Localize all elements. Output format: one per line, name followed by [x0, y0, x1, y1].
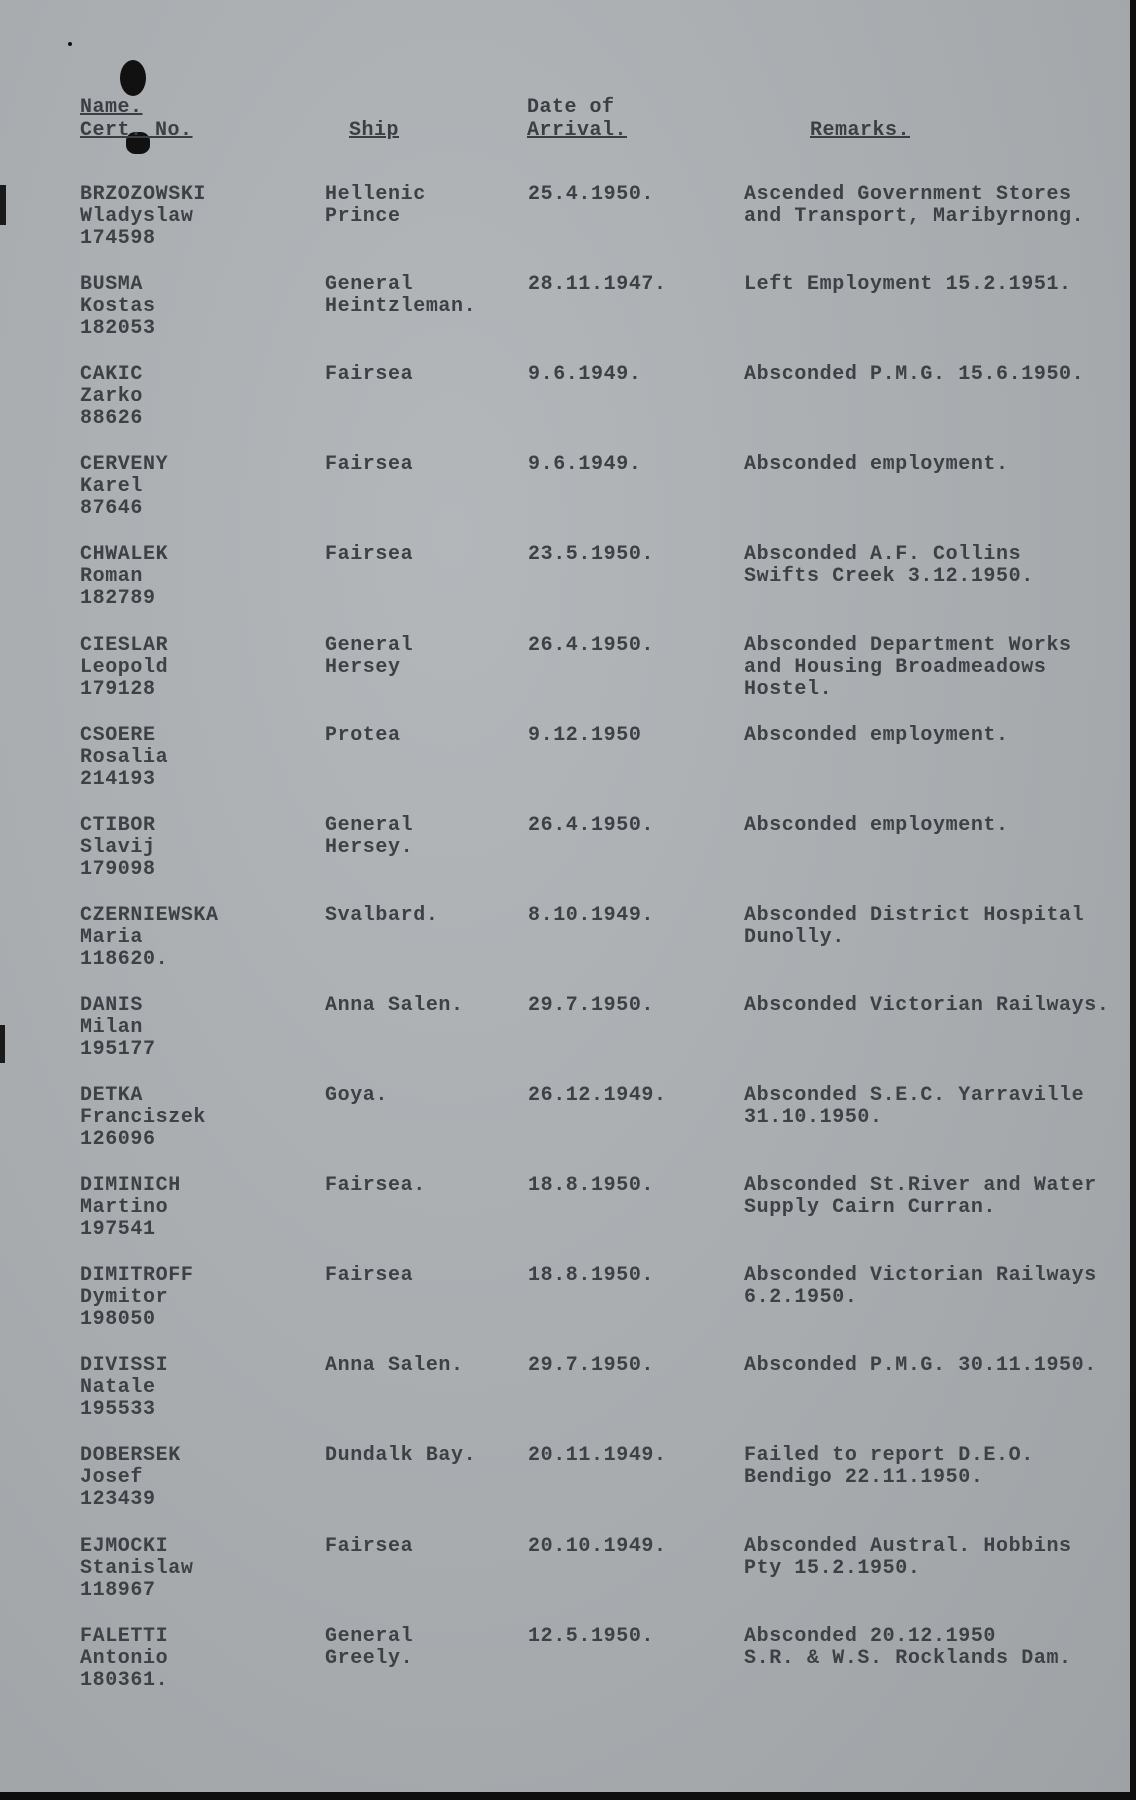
given-name: Slavij [80, 836, 156, 859]
remark-line: Absconded P.M.G. 15.6.1950. [744, 363, 1085, 386]
ship-name: General [325, 634, 414, 657]
remarks-cell [744, 815, 1009, 837]
arrival-date: 29.7.1950. [528, 994, 655, 1017]
surname: DIVISSI [80, 1354, 169, 1377]
list-item [0, 995, 1130, 1083]
arrival-date: 20.10.1949. [528, 1535, 667, 1558]
person-cell [80, 905, 219, 971]
ship-name: General [325, 1625, 414, 1648]
remarks-cell [744, 635, 1072, 701]
arrival-date-cell [528, 635, 654, 657]
arrival-date: 9.6.1949. [528, 453, 642, 476]
remarks-cell [744, 1175, 1097, 1219]
ship-name: Fairsea [325, 453, 414, 476]
remarks-cell [744, 995, 1109, 1017]
ship-name: Fairsea [325, 543, 414, 566]
arrival-date: 26.4.1950. [528, 634, 655, 657]
remark-line: Left Employment 15.2.1951. [744, 273, 1072, 296]
surname: DETKA [80, 1084, 144, 1107]
person-cell [80, 1085, 206, 1151]
ship-cell [325, 544, 413, 566]
surname: CSOERE [80, 724, 156, 747]
ship-name: Fairsea [325, 1264, 414, 1287]
remark-line: Failed to report D.E.O. [744, 1444, 1034, 1467]
ship-cell [325, 1626, 413, 1670]
cert-number: 198050 [80, 1308, 156, 1331]
cert-number: 195533 [80, 1398, 156, 1421]
remarks-cell [744, 184, 1084, 228]
arrival-date: 23.5.1950. [528, 543, 655, 566]
arrival-date: 29.7.1950. [528, 1354, 655, 1377]
surname: DANIS [80, 994, 144, 1017]
list-item [0, 635, 1130, 723]
remarks-cell [744, 544, 1034, 588]
remark-line: Pty 15.2.1950. [744, 1557, 921, 1580]
arrival-date: 18.8.1950. [528, 1174, 655, 1197]
arrival-date-cell [528, 815, 654, 837]
remarks-cell [744, 1085, 1084, 1129]
remark-line: S.R. & W.S. Rocklands Dam. [744, 1647, 1072, 1670]
given-name: Kostas [80, 295, 156, 318]
given-name: Wladyslaw [80, 205, 194, 228]
given-name: Antonio [80, 1647, 169, 1670]
header-name: Name. [80, 96, 143, 119]
remark-line: Absconded District Hospital [744, 904, 1085, 927]
remark-line: Hostel. [744, 678, 833, 701]
arrival-date-cell [528, 1445, 667, 1467]
remark-line: Dunolly. [744, 926, 845, 949]
arrival-date: 9.12.1950 [528, 724, 642, 747]
list-item [0, 1175, 1130, 1263]
remarks-cell [744, 905, 1084, 949]
list-item [0, 1626, 1130, 1714]
list-item [0, 544, 1130, 632]
given-name: Josef [80, 1466, 144, 1489]
list-item [0, 725, 1130, 813]
ship-name: General [325, 273, 414, 296]
remark-line: and Transport, Maribyrnong. [744, 205, 1085, 228]
arrival-date-cell [528, 995, 654, 1017]
header-ship: Ship [349, 119, 400, 142]
remark-line: Absconded employment. [744, 453, 1009, 476]
list-item [0, 364, 1130, 452]
list-item [0, 815, 1130, 903]
ship-name: Greely. [325, 1647, 414, 1670]
cert-number: 180361. [80, 1669, 169, 1692]
person-cell [80, 1626, 168, 1692]
given-name: Zarko [80, 385, 144, 408]
remark-line: and Housing Broadmeadows [744, 656, 1047, 679]
surname: CERVENY [80, 453, 169, 476]
header-remarks: Remarks. [810, 119, 911, 142]
remark-line: Swifts Creek 3.12.1950. [744, 565, 1034, 588]
remark-line: Absconded Austral. Hobbins [744, 1535, 1072, 1558]
surname: CIESLAR [80, 634, 169, 657]
given-name: Leopold [80, 656, 169, 679]
arrival-date: 8.10.1949. [528, 904, 655, 927]
remark-line: Absconded St.River and Water [744, 1174, 1097, 1197]
cert-number: 195177 [80, 1038, 156, 1061]
ship-name: Goya. [325, 1084, 389, 1107]
remark-line: 31.10.1950. [744, 1106, 883, 1129]
arrival-date: 18.8.1950. [528, 1264, 655, 1287]
cert-number: 179098 [80, 858, 156, 881]
remarks-cell [744, 1536, 1072, 1580]
cert-number: 214193 [80, 768, 156, 791]
person-cell [80, 274, 156, 340]
remark-line: Absconded Department Works [744, 634, 1072, 657]
arrival-date-cell [528, 274, 667, 296]
remarks-cell [744, 1355, 1097, 1377]
list-item [0, 1536, 1130, 1624]
remarks-cell [744, 1626, 1072, 1670]
ship-name: Fairsea [325, 1535, 414, 1558]
ship-name: Dundalk Bay. [325, 1444, 477, 1467]
ship-name: Hersey. [325, 836, 414, 859]
person-cell [80, 184, 206, 250]
person-cell [80, 1445, 181, 1511]
given-name: Natale [80, 1376, 156, 1399]
cert-number: 123439 [80, 1488, 156, 1511]
remark-line: Supply Cairn Curran. [744, 1196, 997, 1219]
arrival-date-cell [528, 1536, 667, 1558]
remark-line: Absconded 20.12.1950 [744, 1625, 997, 1648]
remark-line: Absconded employment. [744, 724, 1009, 747]
header-date-line2: Arrival. [527, 119, 628, 142]
cert-number: 174598 [80, 227, 156, 250]
arrival-date-cell [528, 544, 654, 566]
person-cell [80, 544, 168, 610]
ink-blot [120, 60, 146, 96]
arrival-date: 28.11.1947. [528, 273, 667, 296]
list-item [0, 1355, 1130, 1443]
ship-cell [325, 905, 438, 927]
person-cell [80, 725, 168, 791]
person-cell [80, 454, 168, 520]
surname: CAKIC [80, 363, 144, 386]
person-cell [80, 635, 168, 701]
remark-line: Absconded S.E.C. Yarraville [744, 1084, 1085, 1107]
person-cell [80, 1355, 168, 1421]
given-name: Martino [80, 1196, 169, 1219]
arrival-date-cell [528, 184, 654, 206]
ship-cell [325, 274, 476, 318]
arrival-date-cell [528, 364, 641, 386]
remark-line: Absconded P.M.G. 30.11.1950. [744, 1354, 1097, 1377]
ship-cell [325, 1265, 413, 1287]
cert-number: 126096 [80, 1128, 156, 1151]
ship-name: Prince [325, 205, 401, 228]
ship-cell [325, 725, 401, 747]
cert-number: 182053 [80, 317, 156, 340]
surname: DIMITROFF [80, 1264, 194, 1287]
arrival-date-cell [528, 1355, 654, 1377]
cert-number: 87646 [80, 497, 144, 520]
person-cell [80, 815, 156, 881]
ship-name: Hellenic [325, 183, 426, 206]
ship-cell [325, 1445, 476, 1467]
ship-name: Anna Salen. [325, 994, 464, 1017]
list-item [0, 1445, 1130, 1533]
surname: CZERNIEWSKA [80, 904, 219, 927]
ship-cell [325, 364, 413, 386]
surname: BUSMA [80, 273, 144, 296]
surname: CHWALEK [80, 543, 169, 566]
remarks-cell [744, 274, 1072, 296]
cert-number: 118967 [80, 1579, 156, 1602]
surname: DIMINICH [80, 1174, 181, 1197]
ship-cell [325, 1175, 426, 1197]
given-name: Roman [80, 565, 144, 588]
surname: FALETTI [80, 1625, 169, 1648]
surname: CTIBOR [80, 814, 156, 837]
ship-cell [325, 1085, 388, 1107]
remarks-cell [744, 364, 1084, 386]
header-cert-no: Cert. No. [80, 119, 193, 142]
ship-cell [325, 454, 413, 476]
arrival-date-cell [528, 905, 654, 927]
ship-cell [325, 1536, 413, 1558]
arrival-date: 20.11.1949. [528, 1444, 667, 1467]
given-name: Rosalia [80, 746, 169, 769]
list-item [0, 905, 1130, 993]
person-cell [80, 1536, 193, 1602]
given-name: Franciszek [80, 1106, 207, 1129]
arrival-date-cell [528, 1085, 667, 1107]
cert-number: 179128 [80, 678, 156, 701]
given-name: Maria [80, 926, 144, 949]
remark-line: Absconded Victorian Railways. [744, 994, 1110, 1017]
remark-line: Absconded Victorian Railways [744, 1264, 1097, 1287]
list-item [0, 184, 1130, 272]
remarks-cell [744, 454, 1009, 476]
arrival-date-cell [528, 1265, 654, 1287]
surname: BRZOZOWSKI [80, 183, 207, 206]
arrival-date-cell [528, 454, 641, 476]
cert-number: 197541 [80, 1218, 156, 1241]
ship-cell [325, 635, 413, 679]
person-cell [80, 364, 143, 430]
arrival-date: 26.12.1949. [528, 1084, 667, 1107]
arrival-date-cell [528, 725, 641, 747]
arrival-date-cell [528, 1175, 654, 1197]
arrival-date: 12.5.1950. [528, 1625, 655, 1648]
surname: DOBERSEK [80, 1444, 181, 1467]
given-name: Karel [80, 475, 144, 498]
ship-cell [325, 1355, 464, 1377]
ship-cell [325, 815, 413, 859]
remark-line: Bendigo 22.11.1950. [744, 1466, 984, 1489]
cert-number: 118620. [80, 948, 169, 971]
person-cell [80, 1265, 193, 1331]
ship-name: General [325, 814, 414, 837]
ship-name: Svalbard. [325, 904, 439, 927]
cert-number: 88626 [80, 407, 144, 430]
person-cell [80, 995, 156, 1061]
list-item [0, 1265, 1130, 1353]
remarks-cell [744, 725, 1009, 747]
ship-name: Fairsea [325, 363, 414, 386]
person-cell [80, 1175, 181, 1241]
list-item [0, 1085, 1130, 1173]
arrival-date: 25.4.1950. [528, 183, 655, 206]
list-item [0, 454, 1130, 542]
ship-cell [325, 184, 426, 228]
ship-cell [325, 995, 464, 1017]
ink-dot [68, 42, 72, 46]
arrival-date-cell [528, 1626, 654, 1648]
given-name: Dymitor [80, 1286, 169, 1309]
ship-name: Heintzleman. [325, 295, 477, 318]
header-date-line1: Date of [527, 96, 615, 119]
ship-name: Fairsea. [325, 1174, 426, 1197]
surname: EJMOCKI [80, 1535, 169, 1558]
given-name: Stanislaw [80, 1557, 194, 1580]
ship-name: Anna Salen. [325, 1354, 464, 1377]
remark-line: Absconded employment. [744, 814, 1009, 837]
remark-line: Absconded A.F. Collins [744, 543, 1022, 566]
given-name: Milan [80, 1016, 144, 1039]
remarks-cell [744, 1265, 1097, 1309]
cert-number: 182789 [80, 587, 156, 610]
arrival-date: 26.4.1950. [528, 814, 655, 837]
arrival-date: 9.6.1949. [528, 363, 642, 386]
remark-line: Ascended Government Stores [744, 183, 1072, 206]
ship-name: Hersey [325, 656, 401, 679]
list-item [0, 274, 1130, 362]
ship-name: Protea [325, 724, 401, 747]
remark-line: 6.2.1950. [744, 1286, 858, 1309]
remarks-cell [744, 1445, 1034, 1489]
